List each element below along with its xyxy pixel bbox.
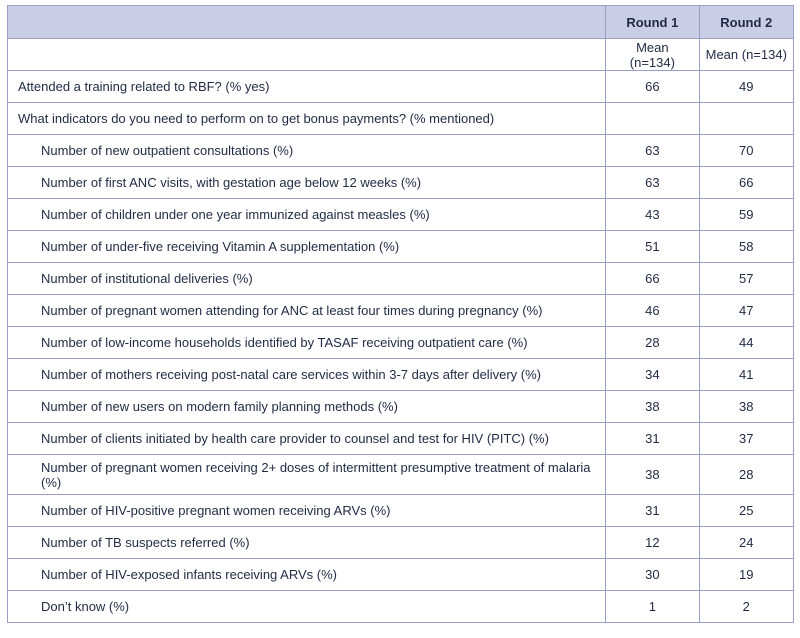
round1-value: 38 [606,455,699,495]
row-label: Number of HIV-positive pregnant women receiving ARVs (%) [8,495,606,527]
subheader-round1: Mean (n=134) [606,39,699,71]
round1-value: 31 [606,495,699,527]
row-label: Number of institutional deliveries (%) [8,263,606,295]
round1-value: 63 [606,167,699,199]
round2-value: 28 [699,455,793,495]
round2-value [699,103,793,135]
row-label: Number of mothers receiving post-natal care services within 3-7 days after delivery (%) [8,359,606,391]
round2-value: 49 [699,71,793,103]
table-row [8,135,794,167]
row-label: Number of new users on modern family planning methods (%) [8,391,606,423]
round2-value: 38 [699,391,793,423]
table-row [8,167,794,199]
header-row [8,6,794,39]
round2-value: 24 [699,527,793,559]
table-row [8,423,794,455]
table-row [8,295,794,327]
round2-value: 47 [699,295,793,327]
round1-value: 63 [606,135,699,167]
row-label: Number of TB suspects referred (%) [8,527,606,559]
row-label: Don’t know (%) [8,591,606,623]
table-row [8,455,794,495]
table-row [8,359,794,391]
row-label: Number of new outpatient consultations (%) [8,135,606,167]
round1-value: 34 [606,359,699,391]
round1-value: 38 [606,391,699,423]
table-row [8,327,794,359]
round1-value: 66 [606,71,699,103]
table-row [8,71,794,103]
round1-value: 43 [606,199,699,231]
round1-value: 28 [606,327,699,359]
round1-value: 30 [606,559,699,591]
round2-value: 58 [699,231,793,263]
table-row [8,231,794,263]
row-label: Number of pregnant women receiving 2+ doses of intermittent presumptive treatment of malaria (%) [8,455,606,495]
header-round1: Round 1 [606,6,699,39]
round2-value: 66 [699,167,793,199]
subheader-round2: Mean (n=134) [699,39,793,71]
header-round2: Round 2 [699,6,793,39]
round1-value: 1 [606,591,699,623]
row-label: Number of pregnant women attending for ANC at least four times during pregnancy (%) [8,295,606,327]
table-row [8,199,794,231]
row-label: Number of children under one year immunized against measles (%) [8,199,606,231]
subheader-blank-cell [8,39,606,71]
round2-value: 19 [699,559,793,591]
round1-value: 31 [606,423,699,455]
table-row [8,495,794,527]
row-label: Number of HIV-exposed infants receiving ARVs (%) [8,559,606,591]
round2-value: 2 [699,591,793,623]
round2-value: 41 [699,359,793,391]
results-table [7,5,794,623]
row-label: Number of first ANC visits, with gestation age below 12 weeks (%) [8,167,606,199]
row-label: Attended a training related to RBF? (% yes) [8,71,606,103]
round1-value: 12 [606,527,699,559]
subheader-row [8,39,794,71]
round2-value: 25 [699,495,793,527]
round1-value: 66 [606,263,699,295]
round2-value: 37 [699,423,793,455]
header-blank-cell [8,6,606,39]
row-label: Number of low-income households identified by TASAF receiving outpatient care (%) [8,327,606,359]
row-label: What indicators do you need to perform on to get bonus payments? (% mentioned) [8,103,606,135]
round2-value: 57 [699,263,793,295]
row-label: Number of clients initiated by health care provider to counsel and test for HIV (PITC) (%) [8,423,606,455]
round1-value: 46 [606,295,699,327]
table-row [8,559,794,591]
round2-value: 44 [699,327,793,359]
round2-value: 59 [699,199,793,231]
table-row [8,263,794,295]
row-label: Number of under-five receiving Vitamin A supplementation (%) [8,231,606,263]
table-row [8,391,794,423]
round1-value: 51 [606,231,699,263]
round1-value [606,103,699,135]
table-row [8,591,794,623]
table-row [8,527,794,559]
table-row [8,103,794,135]
round2-value: 70 [699,135,793,167]
